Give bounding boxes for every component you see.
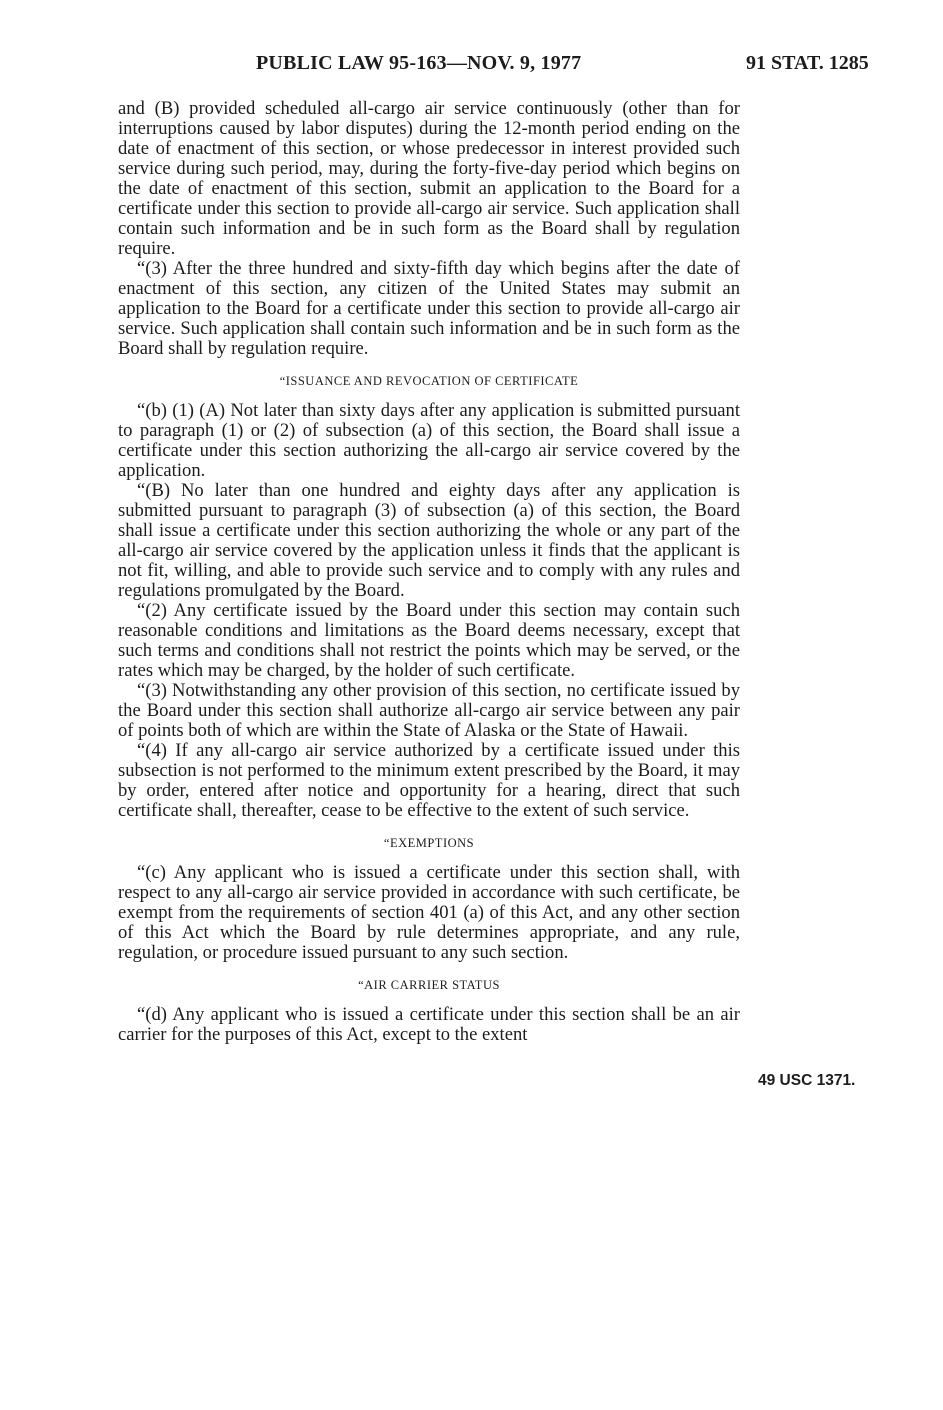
header-stat-citation: 91 STAT. 1285: [746, 52, 869, 74]
page-header: [0, 52, 943, 82]
paragraph-b2: “(2) Any certificate issued by the Board under this section may contain such reasonable conditions and limitations as the Board deems necessary, except that such terms and conditions shall not restrict the points which may be served, or the rates which may be charged, by the holder of such certificate.: [118, 600, 740, 681]
paragraph-a3: “(3) After the three hundred and sixty-fifth day which begins after the date of enactment of this section, any citizen of the United States may submit an application to the Board for a certificate under this section to provide all-cargo air service. Such application shall contain such information and be in such form as the Board shall by regulation require.: [118, 258, 740, 359]
header-title: PUBLIC LAW 95-163—NOV. 9, 1977: [256, 52, 582, 74]
section-heading-exemptions: “EXEMPTIONS: [383, 836, 475, 850]
paragraph-continuation: and (B) provided scheduled all-cargo air service continuously (other than for interruptions caused by labor disputes) during the 12-month period ending on the date of enactment of this section, or whose predecessor in interest provided such service during such period, may, during the forty-five-day period which begins on the date of enactment of this section, submit an application to the Board for a certificate under this section to provide all-cargo air service. Such application shall contain such information and be in such form as the Board shall by regulation require.: [118, 98, 740, 259]
paragraph-d: “(d) Any applicant who is issued a certificate under this section shall be an air carrier for the purposes of this Act, except to the extent: [118, 1004, 740, 1045]
statute-body: [118, 99, 740, 1045]
margin-note-usc-citation: 49 USC 1371.: [758, 1072, 856, 1089]
paragraph-b1b: “(B) No later than one hundred and eighty days after any application is submitted pursuant to paragraph (3) of subsection (a) of this section, the Board shall issue a certificate under this section authorizing the whole or any part of the all-cargo air service covered by the application unless it finds that the applicant is not fit, willing, and able to provide such service and to comply with any rules and regulations promulgated by the Board.: [118, 480, 740, 601]
paragraph-c: “(c) Any applicant who is issued a certificate under this section shall, with respect to any all-cargo air service provided in accordance with such certificate, be exempt from the requirements of section 401 (a) of this Act, and any other section of this Act which the Board by rule determines appropriate, and any rule, regulation, or procedure issued pursuant to any such section.: [118, 862, 740, 963]
paragraph-b4: “(4) If any all-cargo air service authorized by a certificate issued under this subsection is not performed to the minimum extent prescribed by the Board, it may by order, entered after notice and opportunity for a hearing, direct that such certificate shall, thereafter, cease to be effective to the extent of such service.: [118, 740, 740, 821]
section-heading-issuance: “ISSUANCE AND REVOCATION OF CERTIFICATE: [279, 374, 579, 388]
section-heading-air-carrier-status: “AIR CARRIER STATUS: [358, 978, 500, 992]
paragraph-b1a: “(b) (1) (A) Not later than sixty days after any application is submitted pursuant to paragraph (1) or (2) of subsection (a) of this section, the Board shall issue a certificate under this section authorizing the all-cargo air service covered by the application.: [118, 400, 740, 481]
paragraph-b3: “(3) Notwithstanding any other provision of this section, no certificate issued by the Board under this section shall authorize all-cargo air service between any pair of points both of which are within the State of Alaska or the State of Hawaii.: [118, 680, 740, 741]
